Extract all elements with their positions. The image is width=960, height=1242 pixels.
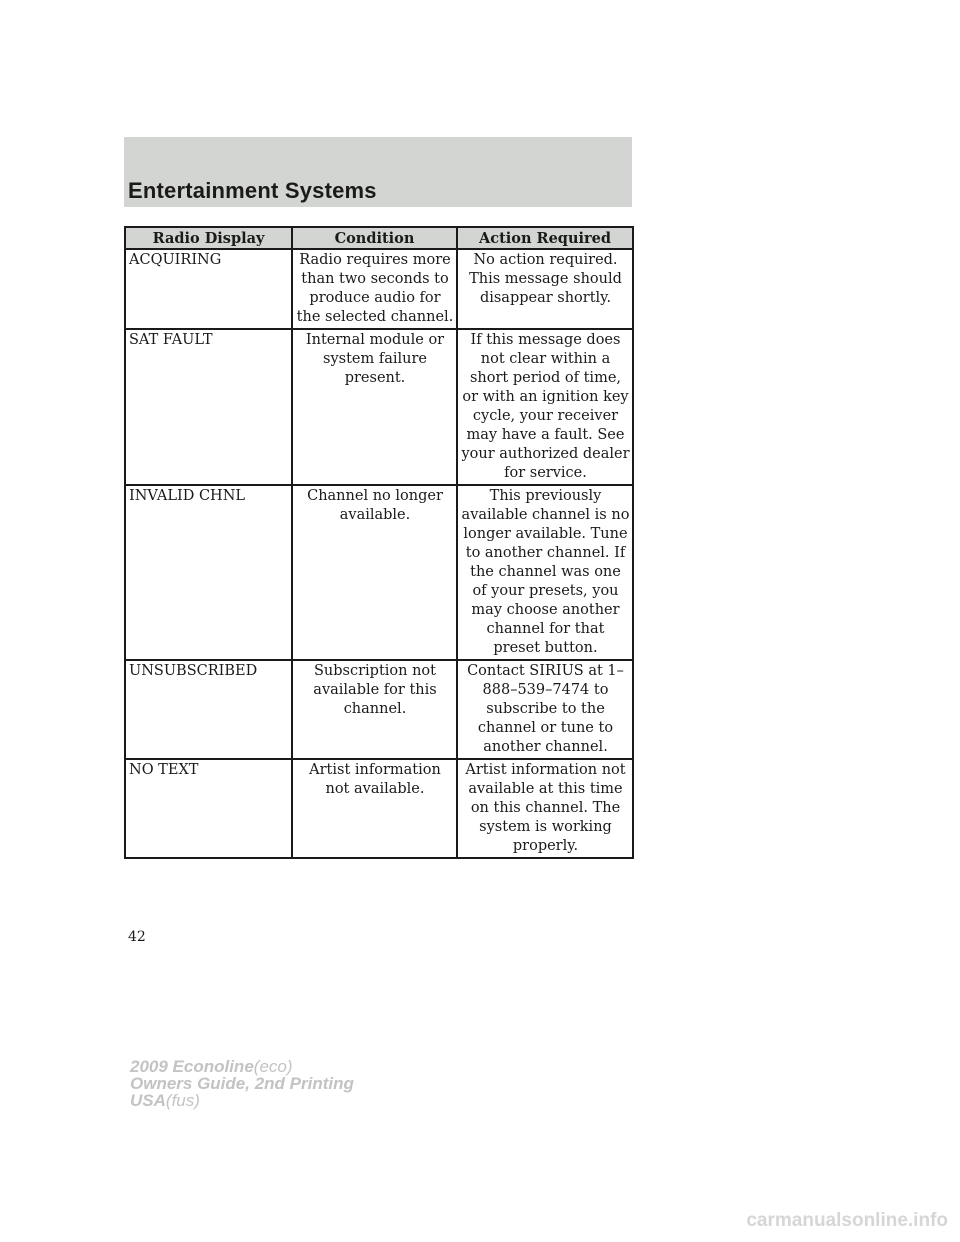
condition-cell: Artist information not available. — [292, 759, 457, 858]
table-row — [125, 660, 633, 759]
radio-messages-table — [124, 226, 634, 859]
radio-display-cell: UNSUBSCRIBED — [125, 660, 292, 759]
table-row — [125, 329, 633, 485]
action-cell: Contact SIRIUS at 1–888–539–7474 to subscribe to the channel or tune to another channel. — [457, 660, 633, 759]
condition-cell: Internal module or system failure present. — [292, 329, 457, 485]
column-header-condition: Condition — [292, 227, 457, 249]
footer-market-code: (fus) — [165, 1091, 200, 1110]
condition-cell: Subscription not available for this channel. — [292, 660, 457, 759]
condition-cell: Channel no longer available. — [292, 485, 457, 660]
table-row — [125, 485, 633, 660]
footer-market-name: USA — [130, 1091, 166, 1110]
action-cell: Artist information not available at this time on this channel. The system is working properly. — [457, 759, 633, 858]
section-title: Entertainment Systems — [128, 178, 377, 203]
radio-display-cell: SAT FAULT — [125, 329, 292, 485]
action-cell: No action required. This message should disappear shortly. — [457, 249, 633, 329]
radio-display-cell: INVALID CHNL — [125, 485, 292, 660]
footer-line-guide: Owners Guide, 2nd Printing — [130, 1074, 354, 1093]
footer-model-name: 2009 Econoline — [130, 1057, 254, 1076]
site-watermark: carmanualsonline.info — [746, 1210, 948, 1231]
footer-line-market — [130, 1092, 354, 1109]
column-header-action-required: Action Required — [457, 227, 633, 249]
table-row — [125, 249, 633, 329]
action-cell: This previously available channel is no longer available. Tune to another channel. If the channel was one of your presets, you may choose another channel for that preset button. — [457, 485, 633, 660]
footer-model-code: (eco) — [253, 1057, 293, 1076]
action-cell: If this message does not clear within a short period of time, or with an ignition key cycle, your receiver may have a fault. See your authorized dealer for service. — [457, 329, 633, 485]
radio-display-cell: ACQUIRING — [125, 249, 292, 329]
page-number: 42 — [128, 929, 146, 945]
column-header-radio-display: Radio Display — [125, 227, 292, 249]
table-row — [125, 759, 633, 858]
footer-line-model — [130, 1058, 354, 1075]
publication-footer — [130, 1058, 354, 1109]
condition-cell: Radio requires more than two seconds to produce audio for the selected channel. — [292, 249, 457, 329]
table-header-row — [125, 227, 633, 249]
radio-display-cell: NO TEXT — [125, 759, 292, 858]
